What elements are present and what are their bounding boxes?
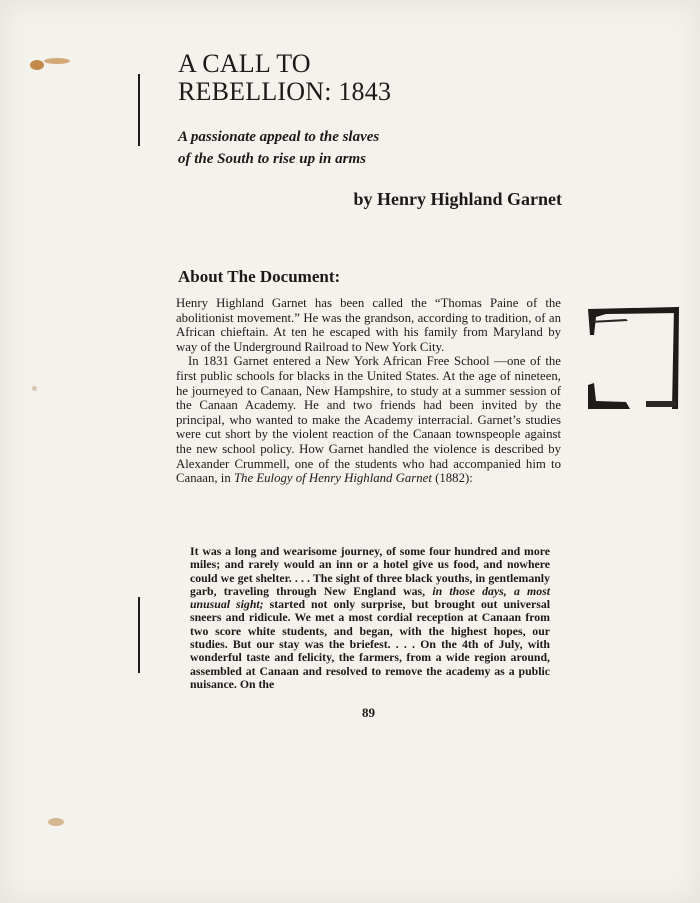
subtitle-line-1: A passionate appeal to the slaves — [178, 129, 380, 145]
margin-rule — [138, 597, 140, 673]
quote-emphasis: in those days, a most unusual sight; — [190, 583, 550, 612]
rust-stain — [30, 60, 44, 70]
title-line-1: A CALL TO — [178, 49, 311, 78]
margin-rule — [138, 74, 140, 146]
document-title — [178, 50, 391, 106]
paragraph-1: Henry Highland Garnet has been called the “Thomas Paine of the abolitionist movement.” He was the grandson, according to tradition, of an African chieftain. At ten he escaped with his family from Maryland by way of the Underground Railroad to New York City. — [176, 296, 561, 354]
author-byline: by Henry Highland Garnet — [353, 189, 562, 209]
paragraph-2 — [176, 354, 561, 485]
section-heading: About The Document: — [178, 267, 341, 286]
subtitle-line-2: of the South to rise up in arms — [178, 151, 366, 167]
stamp-smudge — [586, 305, 680, 411]
paragraph-2-text: In 1831 Garnet entered a New York African Free School —one of the first public schools for blacks in the United States. At the age of nineteen, he journeyed to Canaan, New Hampshire, to study at a summer session of the Canaan Academy. He and two friends had been invited by the principal, who wanted to make the Academy interracial. Garnet’s studies were cut short by the violent reaction of the Canaan townspeople against the new school policy. How Garnet handled the violence is described by Alexander Crummell, one of the students who had accompanied him to Canaan, in — [176, 354, 561, 486]
title-line-2: REBELLION: 1843 — [178, 77, 392, 106]
eulogy-title: The Eulogy of Henry Highland Garnet — [233, 471, 432, 486]
quote-text-2: started not only surprise, but brought out universal sneers and ridicule. We met a most cordial reception at Canaan from two score white students, and began, with the highest hopes, our studies. But our stay was the briefest. . . . On the 4th of July, with wonderful taste and felicity, the farmers, from a wide region around, assembled at Canaan and resolved to remove the academy as a public nuisance. On the — [190, 597, 550, 691]
page-number: 89 — [362, 705, 375, 720]
body-text — [176, 296, 561, 486]
rust-stain — [32, 386, 37, 391]
paragraph-2-tail: (1882): — [431, 471, 473, 486]
block-quote — [190, 545, 550, 691]
document-subtitle — [178, 126, 379, 170]
rust-stain — [44, 58, 70, 64]
quote-text-1: It was a long and wearisome journey, of some four hundred and more miles; and rarely would an inn or a hotel give us food, and nowhere could we get shelter. . . . The sight of three black youths, in gentlemanly garb, traveling through New England was, — [190, 544, 550, 598]
rust-stain — [48, 818, 64, 826]
